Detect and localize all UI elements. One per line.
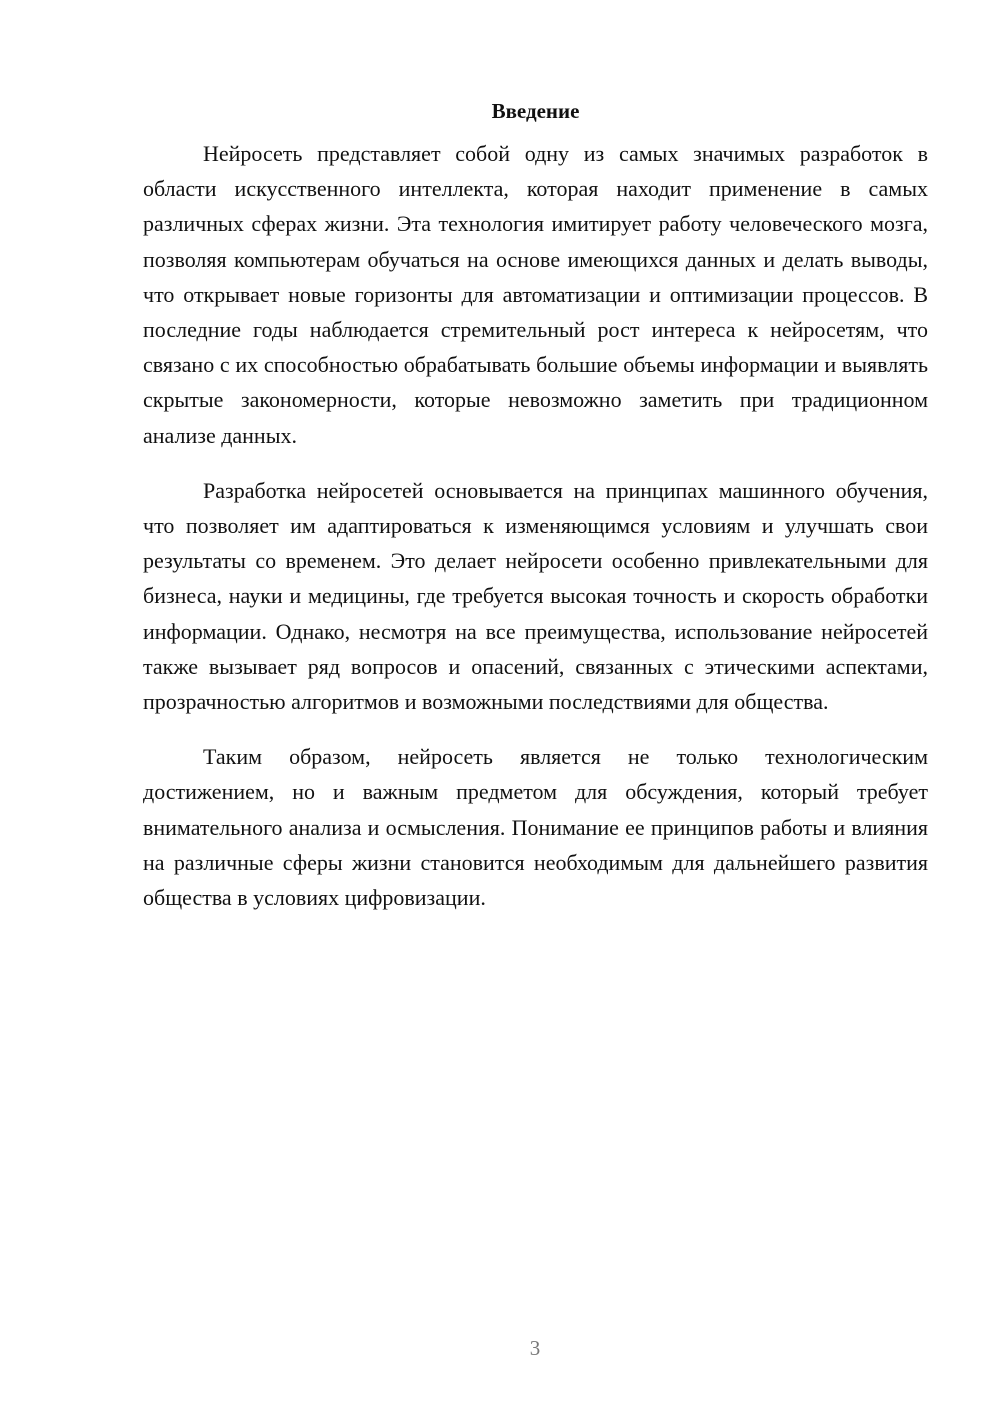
paragraph-2: Разработка нейросетей основывается на принципах машинного обучения, что позволяет им адаптироваться к изменяющимся условиям и улучшать свои результаты со временем. Это делает нейросети особенно привлекательными для бизнеса, науки и медицины, где требуется высокая точность и скорость обработки информации. Однако, несмотря на все преимущества, использование нейросетей также вызывает ряд вопросов и опасений, связанных с этическими аспектами, прозрачностью алгоритмов и возможными последствиями для общества. [143, 477, 928, 715]
paragraph-1: Нейросеть представляет собой одну из самых значимых разработок в области искусственного интеллекта, которая находит применение в самых различных сферах жизни. Эта технология имитирует работу человеческого мозга, позволяя компьютерам обучаться на основе имеющихся данных и делать выводы, что открывает новые горизонты для автоматизации и оптимизации процессов. В последние годы наблюдается стремительный рост интереса к нейросетям, что связано с их способностью обрабатывать большие объемы информации и выявлять скрытые закономерности, которые невозможно заметить при традиционном анализе данных. [143, 141, 928, 448]
document-body [143, 96, 928, 935]
page-number: 3 [529, 1336, 541, 1360]
paragraph-3: Таким образом, нейросеть является не только технологическим достижением, но и важным предметом для обсуждения, который требует внимательного анализа и осмысления. Понимание ее принципов работы и влияния на различные сферы жизни становится необходимым для дальнейшего развития общества в условиях цифровизации. [143, 744, 928, 911]
section-title: Введение [491, 99, 580, 123]
